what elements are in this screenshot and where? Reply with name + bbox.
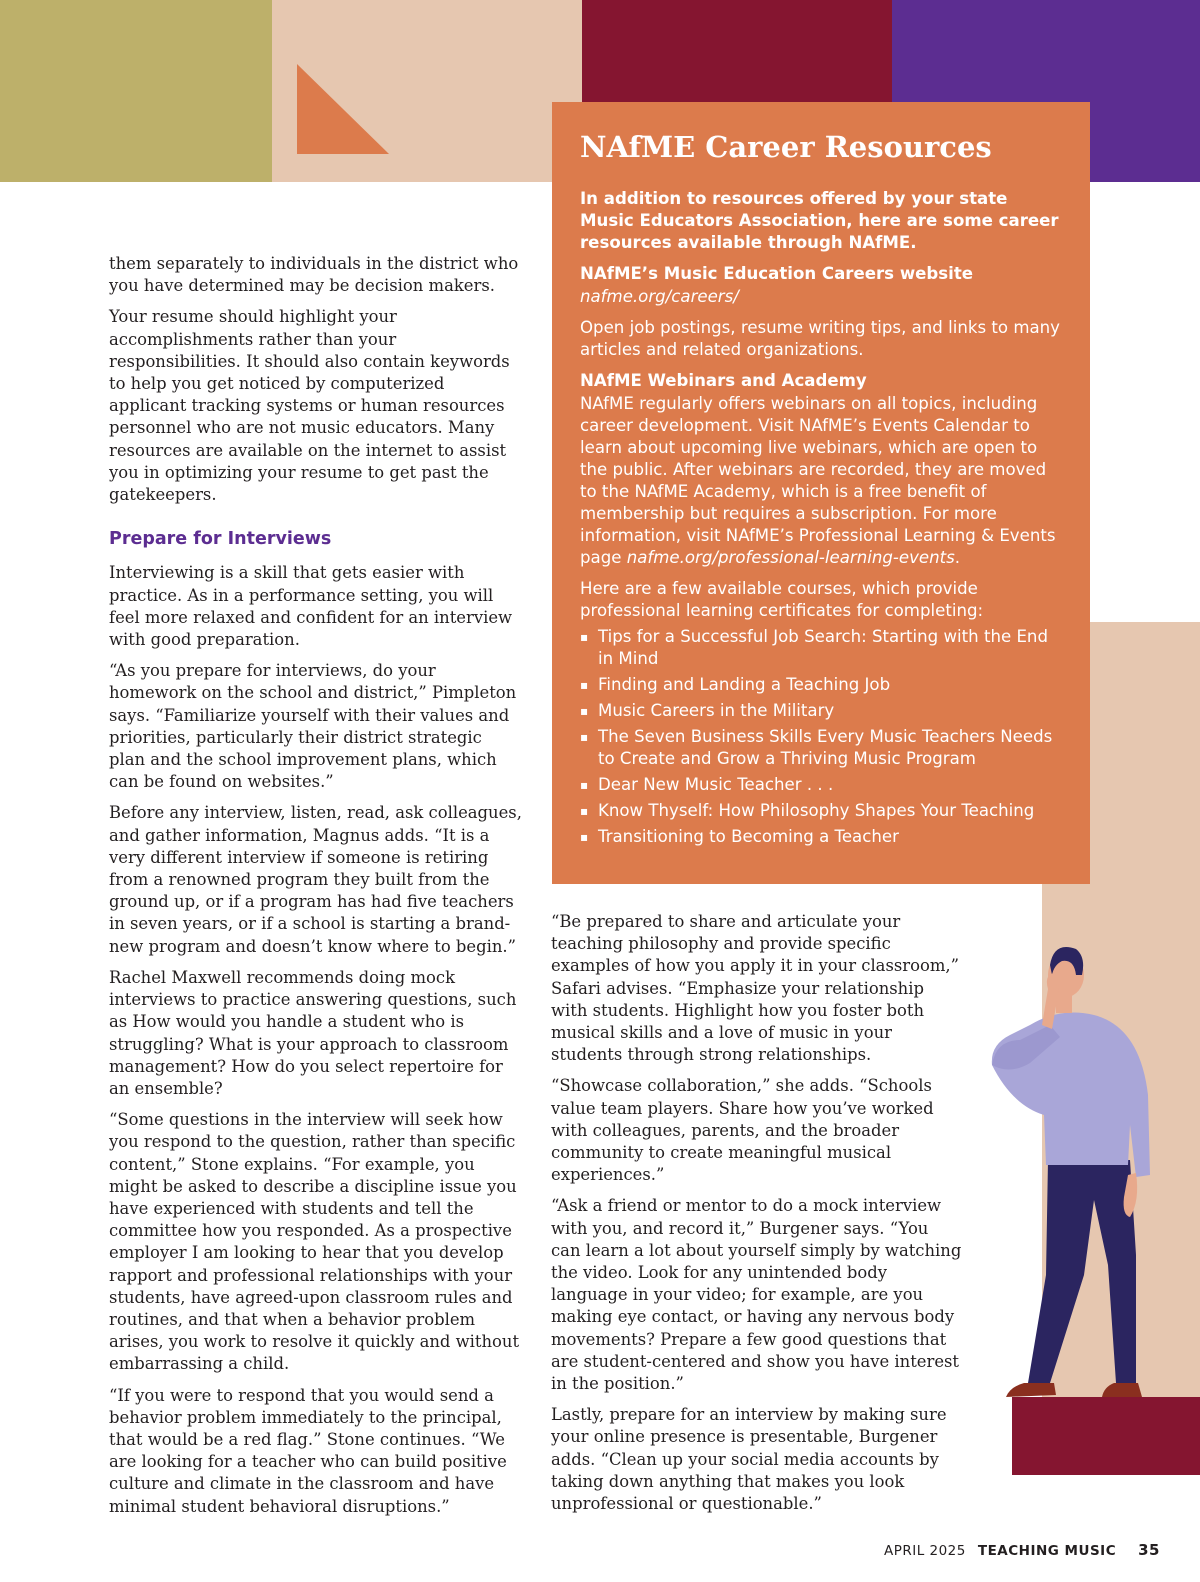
paragraph: “Some questions in the interview will seek how you respond to the question, rather than specific content,” Stone explains. “For example, you might be asked to describe a discipline issue you have experienced with students and tell the committee how you responded. As a prospective employer I am looking to hear that you develop rapport and professional relationships with your students, have agreed-upon classroom rules and routines, and that when a behavior problem arises, you work to resolve it quickly and without embarrassing a child.	[109, 1110, 520, 1374]
course-item: ▪ Tips for a Successful Job Search: Starting with the End in Mind	[580, 626, 1062, 670]
course-item: ▪ Finding and Landing a Teaching Job	[580, 674, 1062, 696]
paragraph: Your resume should highlight your accomplishments rather than your responsibilities. It should also contain keywords to help you get noticed by computerized applicant tracking systems or human resources personnel who are not music educators. Many resources are available on the internet to assist you in optimizing your resume to get past the gatekeepers.	[109, 307, 510, 505]
careers-heading: NAfME’s Music Education Careers website	[580, 264, 974, 283]
thinking-man-illustration	[990, 945, 1180, 1405]
course-list	[580, 626, 1062, 848]
page-footer	[884, 1541, 1160, 1559]
careers-description: Open job postings, resume writing tips, and links to many articles and related organizations.	[580, 318, 1060, 359]
olive-color-block	[0, 0, 272, 182]
courses-intro: Here are a few available courses, which provide professional learning certificates for completing:	[580, 579, 984, 620]
left-column	[109, 253, 523, 1527]
webinars-text: NAfME regularly offers webinars on all topics, including career development. Visit NAfME’s Events Calendar to learn about upcoming live webinars, which are open to the public. After webinars are recorded, they are moved to the NAfME Academy, which is a free benefit of membership but requires a subscription. For more information, visit NAfME’s Professional Learning & Events page	[580, 394, 1056, 567]
page-number: 35	[1138, 1541, 1160, 1559]
paragraph: “Be prepared to share and articulate your teaching philosophy and provide specific examples of how you apply it in your classroom,” Safari advises. “Emphasize your relationship with students. Highlight how you foster both musical skills and a love of music in your students through strong relationships.	[551, 912, 959, 1065]
webinars-description	[580, 393, 1062, 569]
course-item: ▪ The Seven Business Skills Every Music Teachers Needs to Create and Grow a Thriving Music Program	[580, 726, 1062, 770]
paragraph: Interviewing is a skill that gets easier with practice. As in a performance setting, you will feel more relaxed and confident for an interview with good preparation.	[109, 563, 513, 650]
course-item: ▪ Transitioning to Becoming a Teacher	[580, 826, 1062, 848]
sidebar-intro: In addition to resources offered by your state Music Educators Association, here are some career resources available through NAfME.	[580, 189, 1059, 252]
paragraph: “As you prepare for interviews, do your homework on the school and district,” Pimpleton says. “Familiarize yourself with their values and priorities, particularly their district strategic plan and the school improvement plans, which can be found on websites.”	[109, 661, 517, 792]
webinars-heading: NAfME Webinars and Academy	[580, 371, 867, 390]
right-column	[551, 911, 963, 1524]
career-resources-sidebar	[552, 102, 1090, 884]
paragraph: Lastly, prepare for an interview by making sure your online presence is presentable, Burgener adds. “Clean up your social media accounts by taking down anything that makes you look unprofessional or questionable.”	[551, 1405, 947, 1514]
issue-date: APRIL 2025	[883, 1543, 966, 1559]
paragraph: Rachel Maxwell recommends doing mock interviews to practice answering questions, such as How would you handle a student who is struggling? What is your approach to classroom management? How do you select repertoire for an ensemble?	[109, 967, 517, 1098]
paragraph: “Ask a friend or mentor to do a mock interview with you, and record it,” Burgener says. “You can learn a lot about yourself simply by watching the video. Look for any unintended body language in your video; for example, are you making eye contact, or having any nervous body movements? Prepare a few good questions that are student-centered and show you have interest in the position.”	[551, 1196, 962, 1394]
paragraph: Before any interview, listen, read, ask colleagues, and gather information, Magnus adds. “It is a very different interview if someone is retiring from a renowned program they built from the ground up, or if a program has had five teachers in seven years, or if a school is starting a brand-new program and doesn’t know where to begin.”	[109, 803, 522, 956]
webinars-url[interactable]: nafme.org/professional-learning-events	[626, 548, 955, 567]
course-item: ▪ Dear New Music Teacher . . .	[580, 774, 1062, 796]
wine-base-block	[1012, 1397, 1200, 1475]
course-item: ▪ Music Careers in the Military	[580, 700, 1062, 722]
orange-triangle-decoration	[297, 64, 389, 154]
sidebar-title: NAfME Career Resources	[580, 130, 992, 164]
section-subhead: Prepare for Interviews	[109, 529, 332, 550]
publication-name: TEACHING MUSIC	[977, 1543, 1117, 1559]
paragraph: “Showcase collaboration,” she adds. “Schools value team players. Share how you’ve worked with colleagues, parents, and the broader community to create meaningful musical experiences.”	[551, 1076, 934, 1185]
webinars-text-end: .	[954, 548, 961, 567]
course-item: ▪ Know Thyself: How Philosophy Shapes Your Teaching	[580, 800, 1062, 822]
paragraph: “If you were to respond that you would send a behavior problem immediately to the principal, that would be a red flag.” Stone continues. “We are looking for a teacher who can build positive culture and climate in the classroom and have minimal student behavioral disruptions.”	[109, 1385, 507, 1516]
paragraph: them separately to individuals in the district who you have determined may be decision makers.	[109, 254, 519, 296]
careers-url[interactable]: nafme.org/careers/	[580, 287, 739, 306]
